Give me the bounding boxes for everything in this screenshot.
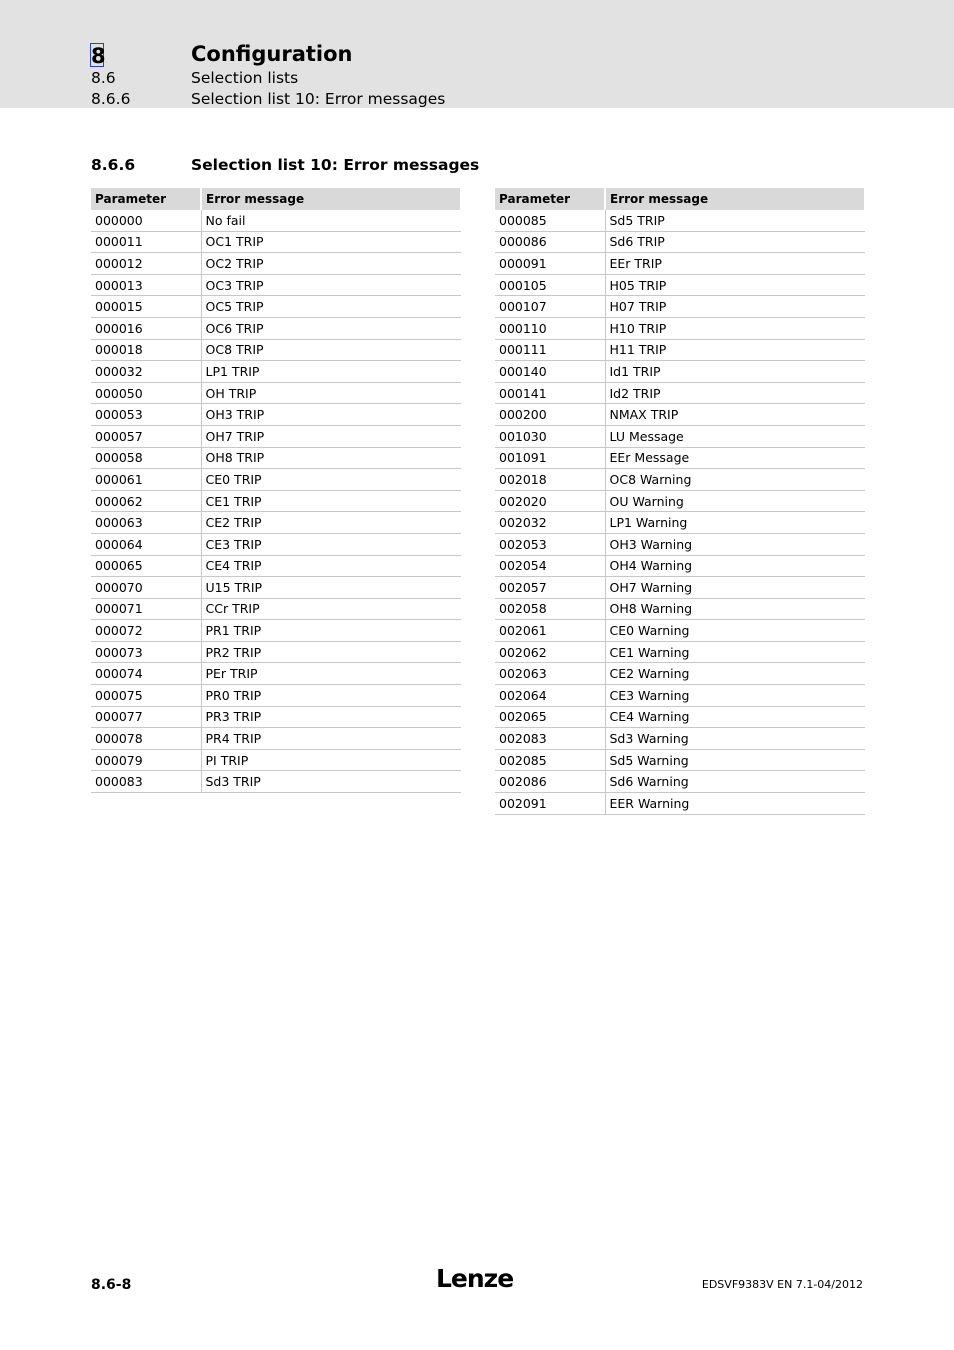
table-header-row bbox=[91, 188, 461, 210]
parameter-cell: 002064 bbox=[495, 685, 605, 707]
parameter-cell: 000086 bbox=[495, 231, 605, 253]
table-row bbox=[495, 490, 865, 512]
error-message-cell: H11 TRIP bbox=[605, 339, 865, 361]
parameter-cell: 000053 bbox=[91, 404, 201, 426]
parameter-cell: 002058 bbox=[495, 598, 605, 620]
parameter-cell: 002065 bbox=[495, 706, 605, 728]
parameter-cell: 000050 bbox=[91, 382, 201, 404]
error-message-cell: Sd3 Warning bbox=[605, 728, 865, 750]
error-message-cell: PEr TRIP bbox=[201, 663, 461, 685]
parameter-cell: 000015 bbox=[91, 296, 201, 318]
parameter-cell: 000057 bbox=[91, 425, 201, 447]
table-row bbox=[91, 210, 461, 231]
parameter-cell: 000071 bbox=[91, 598, 201, 620]
table-row bbox=[495, 361, 865, 383]
table-row bbox=[495, 425, 865, 447]
error-message-cell: OC8 TRIP bbox=[201, 339, 461, 361]
parameter-cell: 001091 bbox=[495, 447, 605, 469]
lenze-logo: Lenze bbox=[436, 1264, 514, 1293]
table-row bbox=[495, 771, 865, 793]
table-row bbox=[91, 231, 461, 253]
table-row bbox=[91, 533, 461, 555]
error-message-cell: OC3 TRIP bbox=[201, 274, 461, 296]
parameter-cell: 000105 bbox=[495, 274, 605, 296]
parameter-cell: 002018 bbox=[495, 469, 605, 491]
error-message-cell: CE4 Warning bbox=[605, 706, 865, 728]
parameter-cell: 000077 bbox=[91, 706, 201, 728]
parameter-cell: 000013 bbox=[91, 274, 201, 296]
error-message-cell: Id1 TRIP bbox=[605, 361, 865, 383]
page-number: 8.6-8 bbox=[91, 1277, 132, 1293]
table-row bbox=[91, 447, 461, 469]
table-row bbox=[91, 577, 461, 599]
error-message-cell: OH8 TRIP bbox=[201, 447, 461, 469]
error-message-cell: CE0 TRIP bbox=[201, 469, 461, 491]
error-message-cell: OH7 TRIP bbox=[201, 425, 461, 447]
parameter-cell: 000073 bbox=[91, 641, 201, 663]
error-message-cell: No fail bbox=[201, 210, 461, 231]
table-row bbox=[495, 685, 865, 707]
parameter-cell: 002054 bbox=[495, 555, 605, 577]
parameter-cell: 000079 bbox=[91, 749, 201, 771]
error-message-cell: Sd6 TRIP bbox=[605, 231, 865, 253]
breadcrumb-title: Selection list 10: Error messages bbox=[191, 90, 446, 108]
table-row bbox=[91, 512, 461, 534]
parameter-cell: 000200 bbox=[495, 404, 605, 426]
error-message-cell: Sd5 TRIP bbox=[605, 210, 865, 231]
table-row bbox=[495, 231, 865, 253]
error-message-cell: PR2 TRIP bbox=[201, 641, 461, 663]
parameter-cell: 002057 bbox=[495, 577, 605, 599]
parameter-cell: 000072 bbox=[91, 620, 201, 642]
error-message-cell: Sd6 Warning bbox=[605, 771, 865, 793]
error-message-cell: H07 TRIP bbox=[605, 296, 865, 318]
table-row bbox=[91, 641, 461, 663]
chapter-title: Configuration bbox=[191, 42, 353, 66]
table-row bbox=[91, 728, 461, 750]
column-header-parameter: Parameter bbox=[91, 188, 201, 210]
error-message-cell: H10 TRIP bbox=[605, 317, 865, 339]
parameter-cell: 000107 bbox=[495, 296, 605, 318]
error-message-cell: PR1 TRIP bbox=[201, 620, 461, 642]
error-message-cell: CE1 Warning bbox=[605, 641, 865, 663]
table-row bbox=[495, 317, 865, 339]
error-message-cell: PR3 TRIP bbox=[201, 706, 461, 728]
parameter-cell: 000110 bbox=[495, 317, 605, 339]
error-message-cell: CE4 TRIP bbox=[201, 555, 461, 577]
table-row bbox=[495, 533, 865, 555]
table-row bbox=[91, 425, 461, 447]
table-row bbox=[91, 274, 461, 296]
parameter-cell: 000070 bbox=[91, 577, 201, 599]
error-message-cell: OC1 TRIP bbox=[201, 231, 461, 253]
table-row bbox=[495, 339, 865, 361]
parameter-cell: 002053 bbox=[495, 533, 605, 555]
parameter-cell: 002086 bbox=[495, 771, 605, 793]
parameter-cell: 002063 bbox=[495, 663, 605, 685]
table-row bbox=[495, 577, 865, 599]
parameter-cell: 000111 bbox=[495, 339, 605, 361]
table-row bbox=[91, 339, 461, 361]
parameter-cell: 000062 bbox=[91, 490, 201, 512]
table-row bbox=[495, 641, 865, 663]
error-message-cell: OC8 Warning bbox=[605, 469, 865, 491]
column-header-error-message: Error message bbox=[605, 188, 865, 210]
table-row bbox=[495, 404, 865, 426]
error-message-cell: OH3 TRIP bbox=[201, 404, 461, 426]
error-message-cell: CE1 TRIP bbox=[201, 490, 461, 512]
table-row bbox=[495, 749, 865, 771]
parameter-cell: 000091 bbox=[495, 253, 605, 275]
table-header-row bbox=[495, 188, 865, 210]
error-message-cell: Sd3 TRIP bbox=[201, 771, 461, 793]
error-message-cell: OH7 Warning bbox=[605, 577, 865, 599]
table-row bbox=[91, 555, 461, 577]
parameter-cell: 000011 bbox=[91, 231, 201, 253]
error-message-cell: PR4 TRIP bbox=[201, 728, 461, 750]
parameter-cell: 000141 bbox=[495, 382, 605, 404]
table-row bbox=[495, 382, 865, 404]
error-message-cell: CE2 Warning bbox=[605, 663, 865, 685]
parameter-cell: 000085 bbox=[495, 210, 605, 231]
breadcrumb-number: 8.6.6 bbox=[91, 90, 131, 108]
table-row bbox=[495, 706, 865, 728]
parameter-cell: 000065 bbox=[91, 555, 201, 577]
parameter-cell: 000075 bbox=[91, 685, 201, 707]
parameter-cell: 002061 bbox=[495, 620, 605, 642]
error-message-cell: LP1 Warning bbox=[605, 512, 865, 534]
error-table-right bbox=[495, 188, 866, 815]
error-message-cell: CE3 TRIP bbox=[201, 533, 461, 555]
table-row bbox=[91, 706, 461, 728]
error-message-cell: EEr TRIP bbox=[605, 253, 865, 275]
error-message-cell: Id2 TRIP bbox=[605, 382, 865, 404]
parameter-cell: 002083 bbox=[495, 728, 605, 750]
error-message-cell: PR0 TRIP bbox=[201, 685, 461, 707]
parameter-cell: 001030 bbox=[495, 425, 605, 447]
table-row bbox=[91, 749, 461, 771]
column-header-error-message: Error message bbox=[201, 188, 461, 210]
error-message-cell: CE2 TRIP bbox=[201, 512, 461, 534]
error-message-cell: OC5 TRIP bbox=[201, 296, 461, 318]
table-row bbox=[91, 598, 461, 620]
table-row bbox=[495, 555, 865, 577]
error-message-cell: OC2 TRIP bbox=[201, 253, 461, 275]
header-band bbox=[0, 0, 954, 108]
table-row bbox=[91, 685, 461, 707]
table-row bbox=[91, 382, 461, 404]
table-row bbox=[495, 598, 865, 620]
table-row bbox=[495, 728, 865, 750]
table-row bbox=[91, 296, 461, 318]
table-row bbox=[495, 274, 865, 296]
error-message-cell: PI TRIP bbox=[201, 749, 461, 771]
parameter-cell: 000078 bbox=[91, 728, 201, 750]
parameter-cell: 000000 bbox=[91, 210, 201, 231]
table-row bbox=[91, 490, 461, 512]
parameter-cell: 002085 bbox=[495, 749, 605, 771]
parameter-cell: 000061 bbox=[91, 469, 201, 491]
table-row bbox=[495, 620, 865, 642]
error-message-cell: CE0 Warning bbox=[605, 620, 865, 642]
error-message-cell: EEr Message bbox=[605, 447, 865, 469]
breadcrumb-title: Selection lists bbox=[191, 69, 299, 87]
table-row bbox=[495, 512, 865, 534]
section-title: Selection list 10: Error messages bbox=[191, 156, 480, 174]
error-message-cell: OH TRIP bbox=[201, 382, 461, 404]
table-row bbox=[91, 771, 461, 793]
error-message-cell: U15 TRIP bbox=[201, 577, 461, 599]
parameter-cell: 000074 bbox=[91, 663, 201, 685]
error-message-cell: OH8 Warning bbox=[605, 598, 865, 620]
error-message-cell: OC6 TRIP bbox=[201, 317, 461, 339]
error-message-cell: OH4 Warning bbox=[605, 555, 865, 577]
error-message-cell: OU Warning bbox=[605, 490, 865, 512]
table-row bbox=[91, 253, 461, 275]
error-message-cell: LP1 TRIP bbox=[201, 361, 461, 383]
column-header-parameter: Parameter bbox=[495, 188, 605, 210]
table-row bbox=[495, 253, 865, 275]
table-row bbox=[495, 210, 865, 231]
table-row bbox=[91, 404, 461, 426]
parameter-cell: 000032 bbox=[91, 361, 201, 383]
table-row bbox=[495, 793, 865, 815]
table-row bbox=[495, 447, 865, 469]
parameter-cell: 002020 bbox=[495, 490, 605, 512]
section-number: 8.6.6 bbox=[91, 156, 136, 174]
parameter-cell: 002032 bbox=[495, 512, 605, 534]
table-row bbox=[495, 469, 865, 491]
table-row bbox=[495, 296, 865, 318]
table-row bbox=[91, 663, 461, 685]
error-message-cell: Sd5 Warning bbox=[605, 749, 865, 771]
table-row bbox=[91, 317, 461, 339]
parameter-cell: 000083 bbox=[91, 771, 201, 793]
document-code: EDSVF9383V EN 7.1-04/2012 bbox=[701, 1278, 863, 1291]
error-message-cell: CCr TRIP bbox=[201, 598, 461, 620]
error-message-cell: EER Warning bbox=[605, 793, 865, 815]
parameter-cell: 000063 bbox=[91, 512, 201, 534]
error-message-cell: LU Message bbox=[605, 425, 865, 447]
chapter-number[interactable]: 8 bbox=[91, 44, 106, 68]
error-table-left bbox=[91, 188, 462, 793]
parameter-cell: 002062 bbox=[495, 641, 605, 663]
table-row bbox=[495, 663, 865, 685]
parameter-cell: 000012 bbox=[91, 253, 201, 275]
parameter-cell: 000016 bbox=[91, 317, 201, 339]
parameter-cell: 000064 bbox=[91, 533, 201, 555]
error-message-cell: H05 TRIP bbox=[605, 274, 865, 296]
table-row bbox=[91, 469, 461, 491]
error-message-cell: CE3 Warning bbox=[605, 685, 865, 707]
parameter-cell: 000058 bbox=[91, 447, 201, 469]
table-row bbox=[91, 620, 461, 642]
table-row bbox=[91, 361, 461, 383]
error-message-cell: OH3 Warning bbox=[605, 533, 865, 555]
parameter-cell: 000018 bbox=[91, 339, 201, 361]
breadcrumb-number: 8.6 bbox=[91, 69, 116, 87]
parameter-cell: 000140 bbox=[495, 361, 605, 383]
error-message-cell: NMAX TRIP bbox=[605, 404, 865, 426]
parameter-cell: 002091 bbox=[495, 793, 605, 815]
